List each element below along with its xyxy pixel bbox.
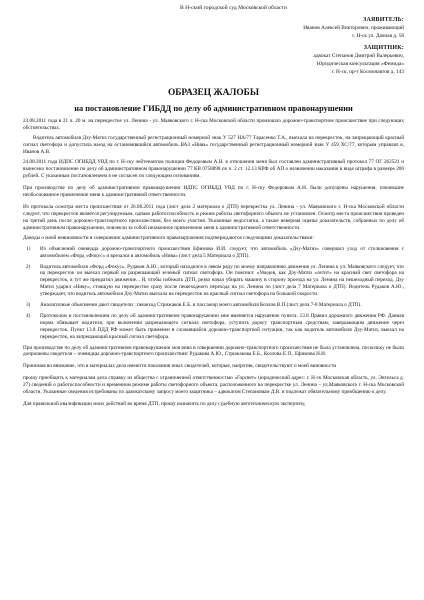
list-item-text: Водитель автомобиля «Форд «Фокус», Рудаков А.Ю., который находился в левом ряду по моему направлению движения ул. Ленина к ул. Маяковского следует, что на перекресток он выехал первый на разрешающий зеленый сигнал светофора. Он пояснил: «Увидев, как Дэу-Матиз «летит» на красный свет светофора на перекресток, я тут же прекратил движение... Я, чтобы избежать ДТП, резко начал убирать машину в сторону проезда на ул. Ленина на пешеходный переход. Дэу Матиз ударил «Ниву», стоящую на перекрестке сразу после пешеходного перехода на ул. Ленина по (лист дела 7 Материала о ДТП). Водитель Рудаков А.Ю., утверждает, что водитель автомобиля Дэу-Матиз выехала на перекресток на красный сигнал светофора на большой скорости. [40, 263, 404, 298]
paragraph-driver: Водитель автомобиля Дэу-Матиз государственный регистрационный номерной знак У 527 НА/77 Тарасенко Т.А., выехала на перекресток, на запрещающий красный сигнал светофора и допустила наезд на остановившийся автомобиль ВАЗ «Нива» государственный регистрационный номерной знак У 459 ХС/77, которым управлял я, Иванов А.В. [23, 135, 404, 155]
list-item-number: 1) [26, 245, 31, 252]
applicant-label: ЗАЯВИТЕЛЬ: [363, 16, 404, 23]
document-subtitle: на постановление ГИБДД по делу об административном правонарушении [74, 103, 353, 113]
list-item-number: 2) [26, 263, 31, 270]
paragraph-expertise: Для правильной квалификации моих действий во время ДТП, прошу назначить по делу судебную автотехническую экспертизу, [23, 401, 306, 407]
defender-block [263, 45, 404, 76]
applicant-block [263, 17, 404, 40]
list-item-text: Из объяснений очевидца дорожно-транспортного происшествия Ефимова И.И. следует, что автомобиль «Дэу-Матиз» совершил уход от столкновения с автомобилем «Форд «Фокус» и врезался в автомобиль «Нива» (лист дела 5 Материала о ДТП). [40, 245, 404, 259]
court-addressee: В Н-ский городской суд Московской области [180, 5, 287, 11]
paragraph-considering: Принимая во внимание, что в материалах дела имеются показания иных свидетелей, которые, напротив, свидетельствуют о моей виновности [23, 363, 337, 370]
defender-organization: Юридическая консультация «Фемида» [316, 60, 404, 67]
list-item [23, 246, 404, 260]
applicant-address: г. Н-ск ул. Дачная д. 58 [352, 32, 404, 39]
paragraph-witnesses: При производстве по делу об административном правонарушении моя вина в совершении дорожно-транспортного происшествия не была установлена, поскольку не были допрошены свидетели – очевидцы дорожно-транспортного происшествия: Рудакова А.Ю., Стрижакова Е.Б., Козлова Е.П., Ефимова Н.И. [23, 344, 404, 358]
list-item-number: 3) [26, 302, 31, 309]
list-item [23, 264, 404, 299]
paragraph-inspection: Из протокола осмотра места происшествия от 26.08.2011 года (лист дела 2 материала о ДТП) перекрестка ул. Ленина - ул. Маяковского г. Н-ска Московской области следует, что перекресток является регулируемым, однако работоспособность и режим работы светофорного объекта не установлен. Осмотр места происшествия проведен на третий день после дорожно-транспортного происшествия, без моего участия. Указанные недостатки, а также неверная оценка доказательств, собранных по делу об административном правонарушении, повлекли за собой незаконное привлечение меня к административной ответственности. [23, 203, 404, 231]
list-item-text: Протоколом и постановлением по делу об административном правонарушении мне вменяется нарушение пункта. 13.8 Правил дорожного движения РФ. Данная норма обязывает водителя, при включении разрешающего сигнала светофора, уступить дорогу транспортным средствам, завершающим движение через перекресток. Пункт 13.8 ПДД РФ может быть применен в сложившейся дорожно-транспортной ситуации, так как водитель автомобиля Дэу-Матиз, выехал на перекресток, на запрещающий красный сигнал светофора. [40, 312, 404, 340]
evidence-list [23, 246, 404, 341]
defender-label: ЗАЩИТНИК: [363, 44, 404, 51]
paragraph-incident: 23.08.2011 года в 21 ч. 20 м. на перекрестке ул. Ленина - ул. Маяковского г. Н-ска Московской области произошло дорожно-транспортное происшествие при следующих обстоятельствах. [23, 117, 404, 131]
defender-name: адвокат Степанов Дмитрий Валерьевич, [313, 52, 404, 59]
list-item [23, 302, 404, 309]
paragraph-protocol: 24.08.2011 года ИДПС ОГИБДД УВД по г. Н-ску лейтенантом полиции Федоровым А.Н. в отношении меня был составлен административный протокол 77 ОГ 262521 и вынесено постановление по делу об административном правонарушении 77 КВ 0758898 по ч. 2 ст. 12.13 КРФ об АП о назначении наказания в виде штрафа в размере 200 рублей. С указанным постановлением я не согласен по следующим основаниям. [23, 159, 404, 180]
document-title: ОБРАЗЕЦ ЖАЛОБЫ [167, 87, 260, 98]
list-item-number: 4) [26, 312, 31, 319]
paragraph-request: прошу приобщить к материалам дела справку из общества с ограниченной ответственностью «Горсвет» (юридический адрес: г. Н-ск Московская область, ул. Энгельса д. 27) сведений о работоспособности и временном режиме работы светофорного объекта, расположенного на перекрестке ул. Ленина – ул.Маяковского г. Н-ска Московской области. Указанные сведения истребованы по адвокатскому запросу моего защитника – адвокатом Степановым Д.В. и подлежат обязательному приобщению к делу. [23, 375, 404, 396]
list-item-text: Аналогичные объяснения дают свидетели : пешеход Стрижаков Е.Б. и пассажир моего автомобиля Козлов В.П.(лист дела 7-8 Материала о ДТП). [40, 302, 362, 309]
paragraph-evidence-intro: Доводы о моей невиновности в совершении административного правонарушения подтверждаются следующими доказательствами: [23, 235, 314, 242]
defender-address: г. Н-ск, пр-т Космонавтов д. 143 [331, 68, 404, 75]
paragraph-violations: При производстве по делу об административном правонарушении ИДПС ОГИБДД УВД по г. Н-ску Федоровым А.Н. были допущены нарушения, повлекшие необоснованное привлечение меня к административной ответственности. [23, 185, 404, 199]
list-item [23, 313, 404, 341]
applicant-name: Иванов Алексей Викторович, проживающий [303, 24, 404, 31]
